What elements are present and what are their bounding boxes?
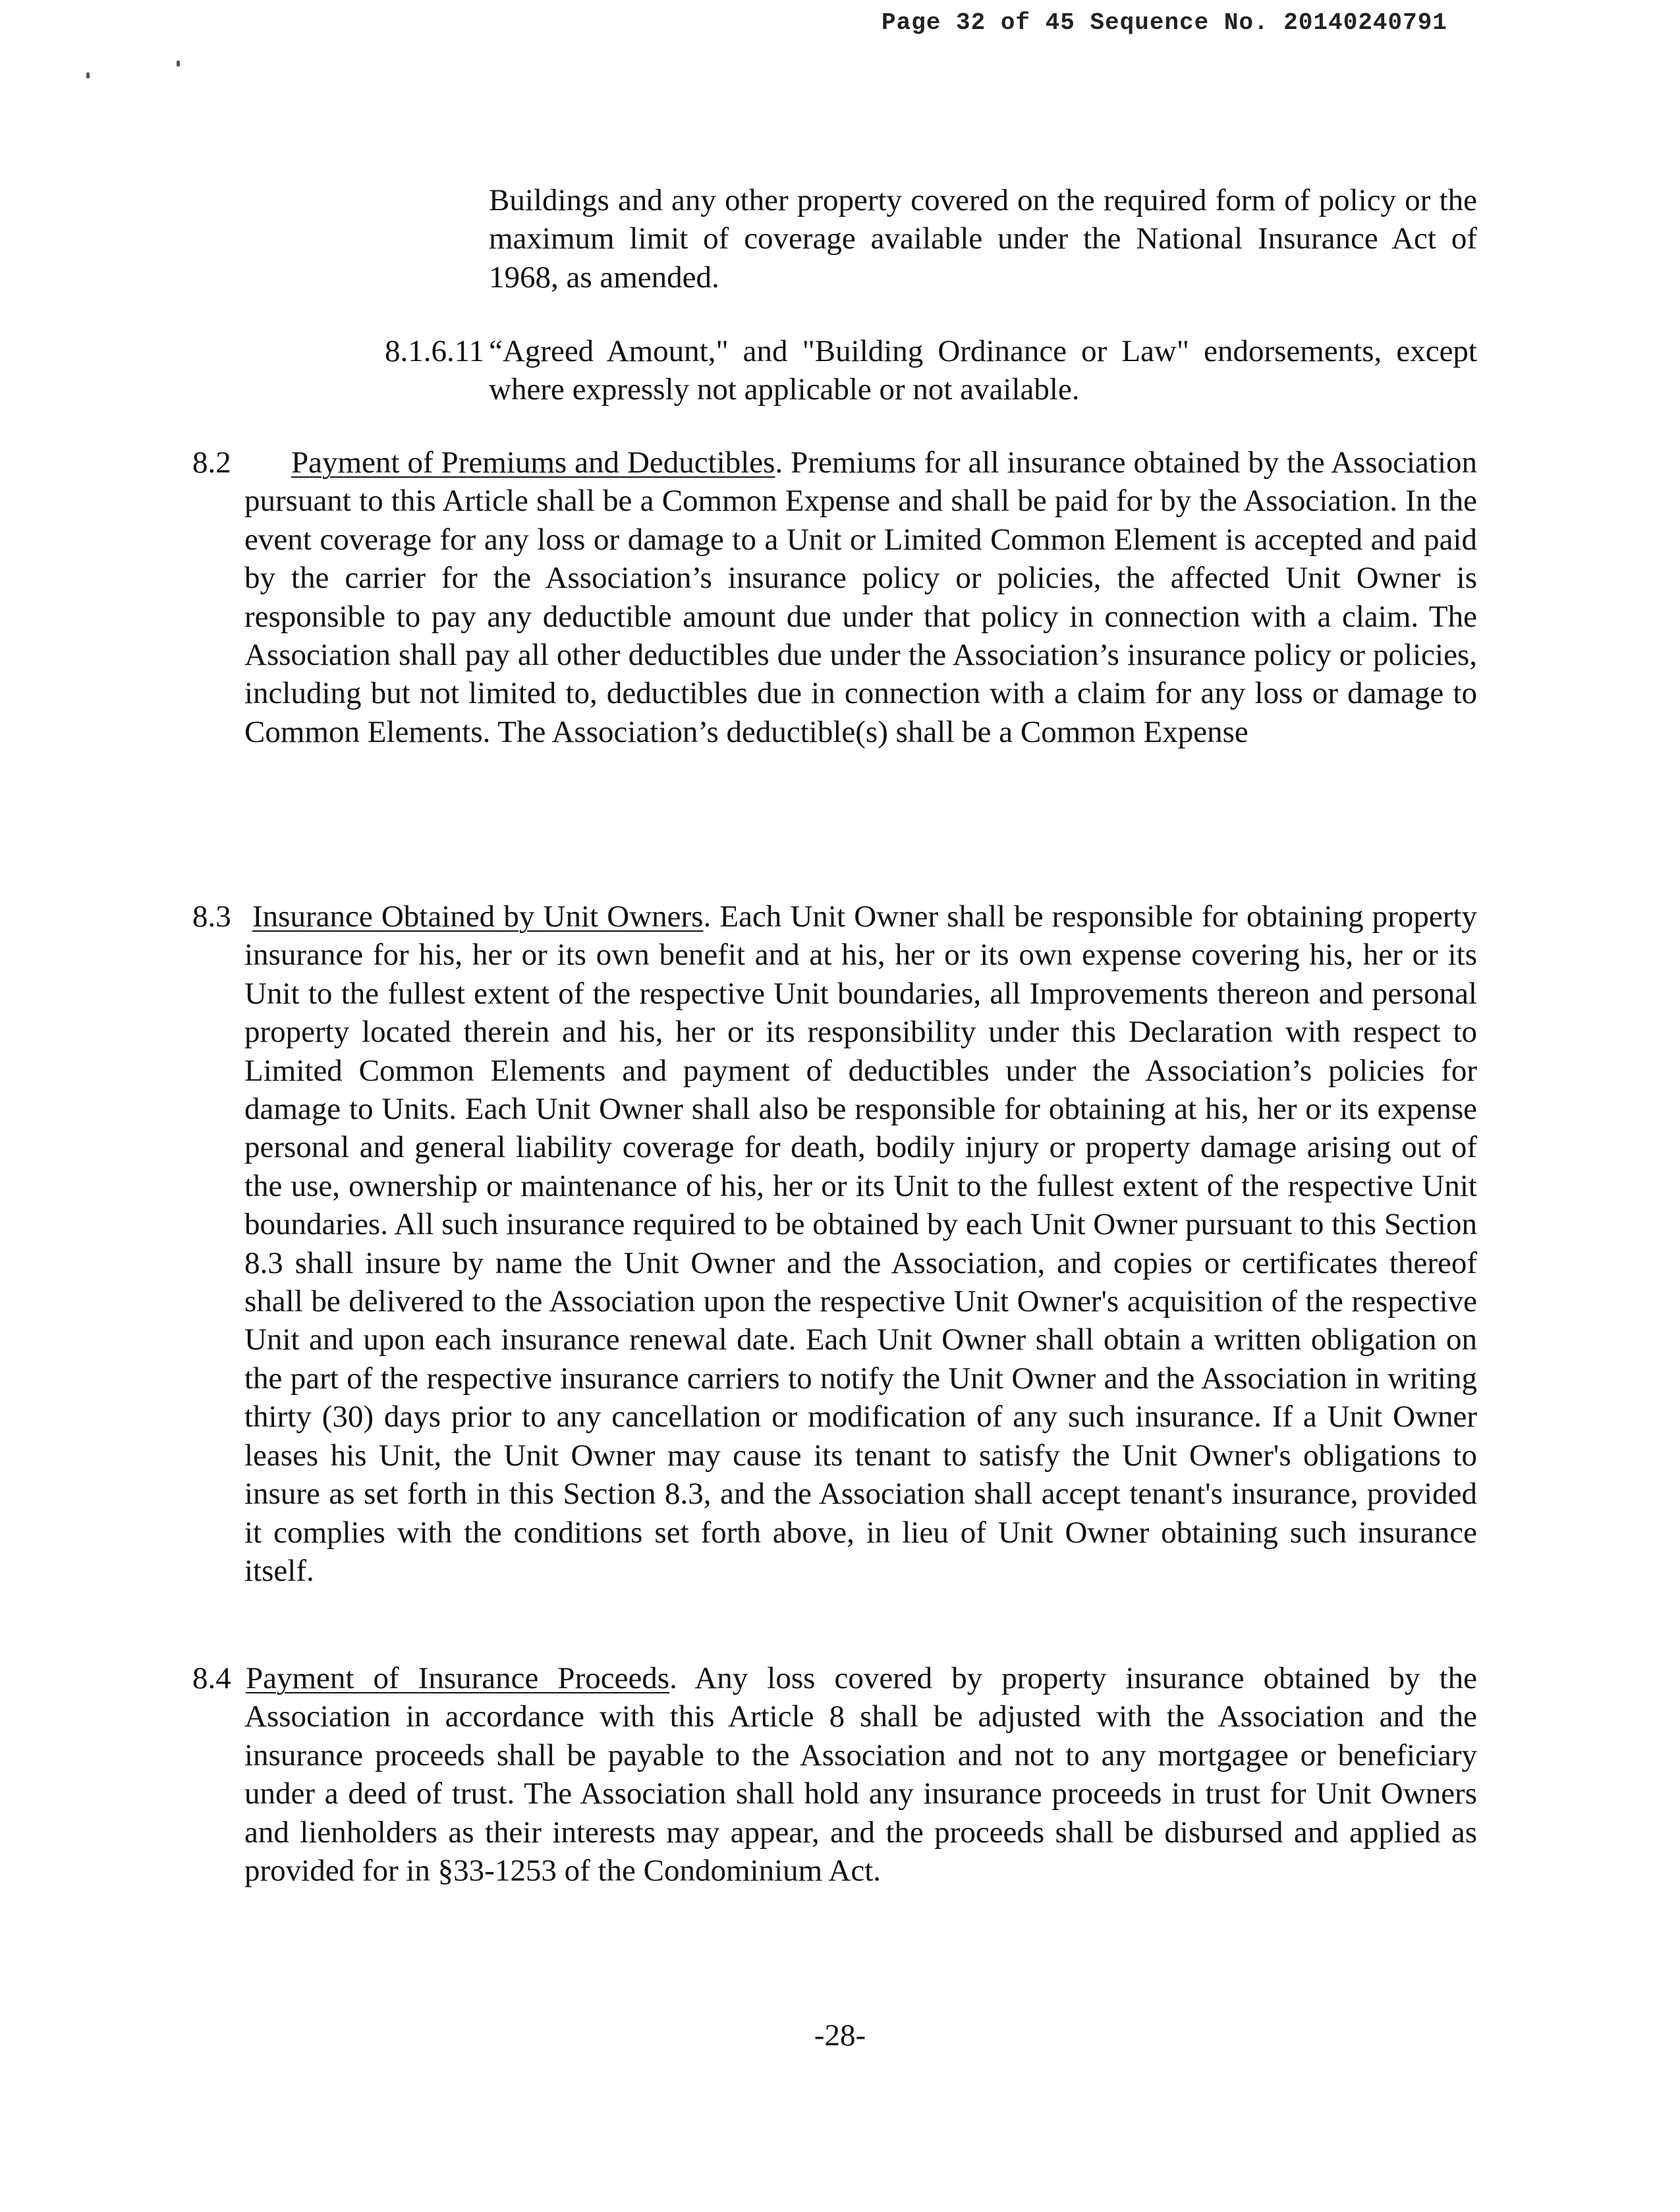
section-8-4-body: . Any loss covered by property insurance obtained by the Association in accordance with this Article 8 shall be adjusted with the Association and the insurance proceeds shall be payable to the Association and not to any mortgagee or beneficiary under a deed of trust. The Association shall hold any insurance proceeds in trust for Unit Owners and lienholders as their interests may appear, and the proceeds shall be disbursed and applied as provided for in §33-1253 of the Condominium Act. bbox=[244, 1661, 1477, 1888]
page-sequence-stamp: Page 32 of 45 Sequence No. 20140240791 bbox=[882, 9, 1447, 36]
subsection-number: 8.1.6.11 bbox=[385, 334, 485, 368]
section-8-2-body: . Premiums for all insurance obtained by the Association pursuant to this Article shall be a Common Expense and shall be paid for by the Association. In the event coverage for any loss or damage to a Unit or Limited Common Element is accepted and paid by the carrier for the Association’s insurance policy or policies, the affected Unit Owner is responsible to pay any deductible amount due under that policy in connection with a claim. The Association shall pay all other deductibles due under the Association’s insurance policy or policies, including but not limited to, deductibles due in connection with a claim for any loss or damage to Common Elements. The Association’s deductible(s) shall be a Common Expense bbox=[244, 445, 1477, 749]
page-number: -28- bbox=[814, 2018, 866, 2053]
section-8-4-heading: Payment of Insurance Proceeds bbox=[246, 1661, 670, 1695]
section-8-2-heading: Payment of Premiums and Deductibles bbox=[291, 445, 775, 480]
subsection-text: “Agreed Amount," and "Building Ordinance or Law" endorsements, except where expressly not applicable or not available. bbox=[489, 334, 1477, 407]
section-8-3-body: . Each Unit Owner shall be responsible for obtaining property insurance for his, her or its own benefit and at his, her or its own expense covering his, her or its Unit to the fullest extent of the respective Unit boundaries, all Improvements thereon and personal property located therein and his, her or its responsibility under this Declaration with respect to Limited Common Elements and payment of deductibles under the Association’s policies for damage to Units. Each Unit Owner shall also be responsible for obtaining at his, her or its expense personal and general liability coverage for death, bodily injury or property damage arising out of the use, ownership or maintenance of his, her or its Unit to the fullest extent of the respective Unit boundaries. All such insurance required to be obtained by each Unit Owner pursuant to this Section 8.3 shall insure by name the Unit Owner and the Association, and copies or certificates thereof shall be delivered to the Association upon the respective Unit Owner's acquisition of the respective Unit and upon each insurance renewal date. Each Unit Owner shall obtain a written obligation on the part of the respective insurance carriers to notify the Unit Owner and the Association in writing thirty (30) days prior to any cancellation or modification of any such insurance. If a Unit Owner leases his Unit, the Unit Owner may cause its tenant to satisfy the Unit Owner's obligations to insure as set forth in this Section 8.3, and the Association shall accept tenant's insurance, provided it complies with the conditions set forth above, in lieu of Unit Owner obtaining such insurance itself. bbox=[244, 899, 1477, 1588]
scan-speck bbox=[177, 61, 180, 67]
continuation-text: Buildings and any other property covered on the required form of policy or the maximum limit of coverage available under the National Insurance Act of 1968, as amended. bbox=[489, 183, 1477, 295]
section-8-4-paragraph bbox=[244, 1659, 1477, 1890]
section-number-8-3: 8.3 bbox=[192, 899, 231, 934]
section-8-3-heading: Insurance Obtained by Unit Owners bbox=[252, 899, 704, 934]
section-number-8-4: 8.4 bbox=[192, 1661, 231, 1695]
scan-speck bbox=[86, 72, 90, 78]
section-8-2-paragraph bbox=[244, 443, 1477, 751]
section-number-8-2: 8.2 bbox=[192, 445, 231, 480]
section-8-3-paragraph bbox=[244, 897, 1477, 1590]
subsection-8-1-6-11-text bbox=[489, 332, 1477, 409]
continuation-paragraph bbox=[489, 181, 1477, 297]
